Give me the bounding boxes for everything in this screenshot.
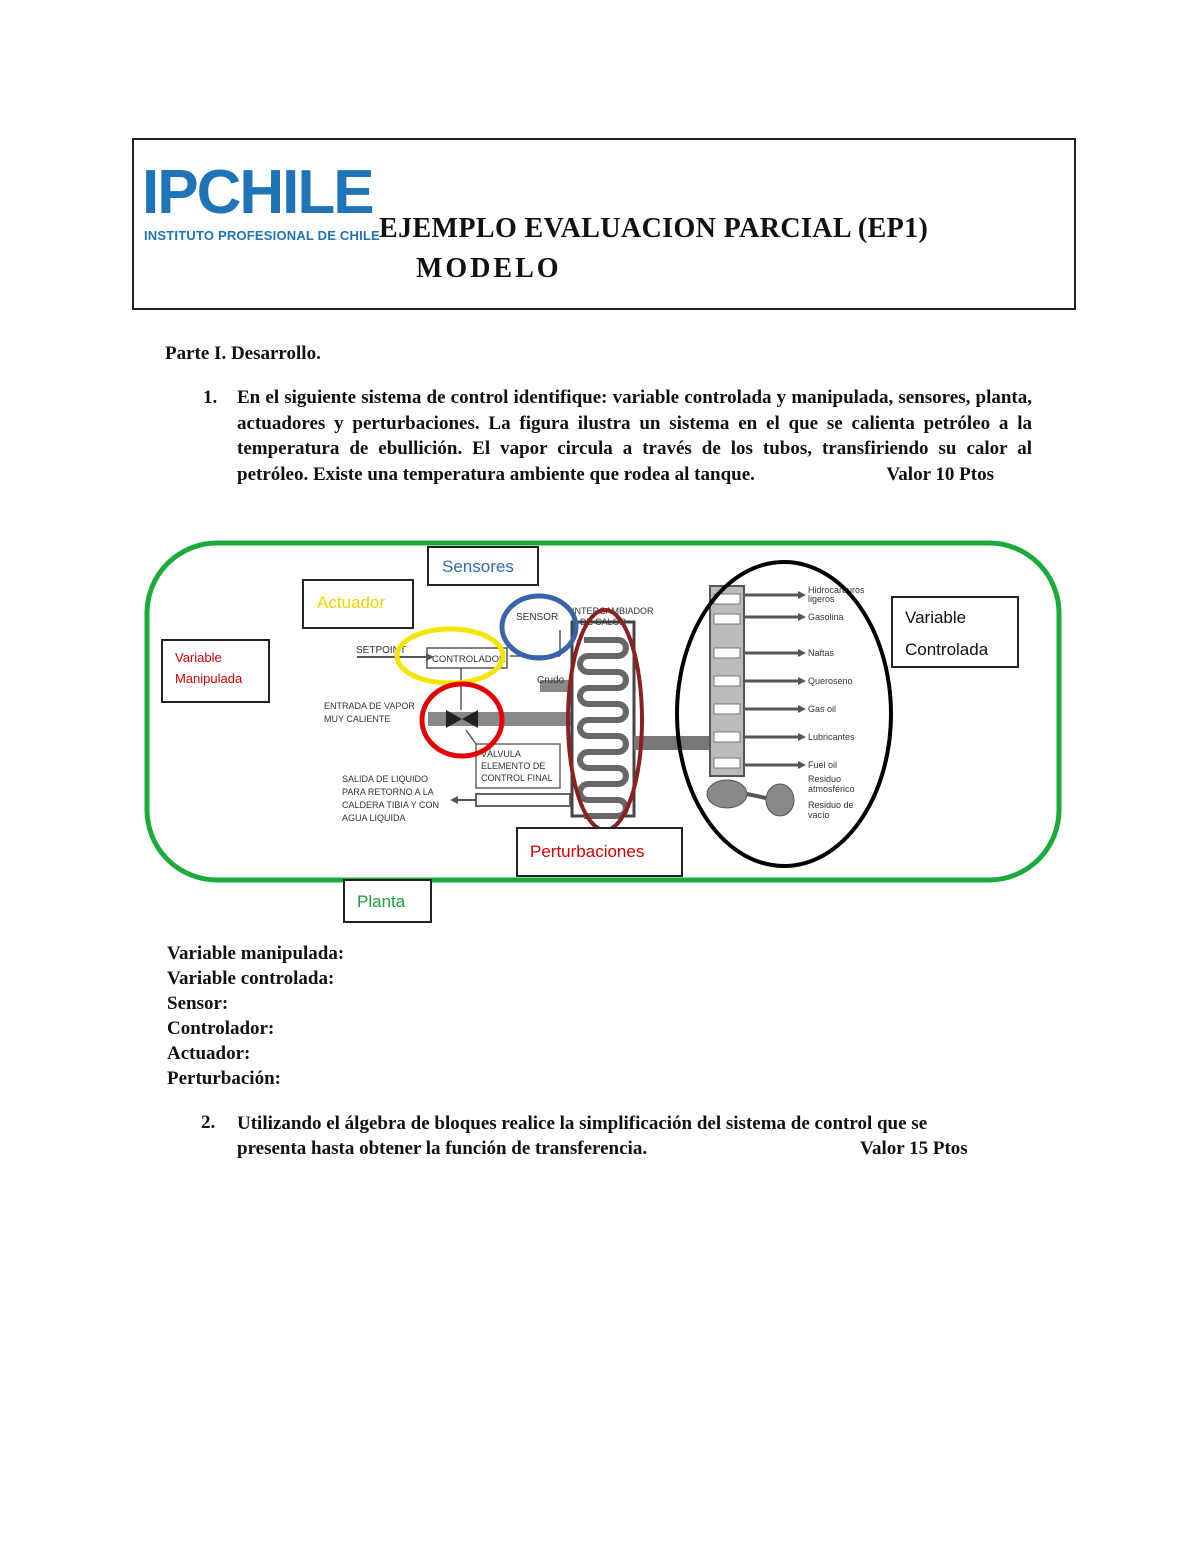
entrada-label-2: MUY CALIENTE (324, 714, 391, 724)
actuador-callout-label: Actuador (317, 593, 386, 612)
controlada-callout-label-1: Variable (905, 608, 967, 627)
product-label: Residuo de (808, 800, 854, 810)
product-label: Queroseno (808, 676, 853, 686)
product-label: atmosférico (808, 784, 855, 794)
intercambiador-label-1: INTERCAMBIADOR (572, 606, 654, 616)
question-2-line-2: presenta hasta obtener la función de transferencia. (237, 1138, 648, 1159)
sensor-label: SENSOR (516, 612, 559, 623)
answer-perturbacion: Perturbación: (167, 1068, 281, 1089)
setpoint-label: SETPOINT (356, 645, 407, 656)
sensores-highlight (502, 596, 576, 658)
intercambiador-label-2: DE CALOR (580, 617, 627, 627)
controlador-label: CONTROLADOR (432, 654, 506, 665)
question-1-number: 1. (203, 387, 218, 408)
entrada-label-1: ENTRADA DE VAPOR (324, 701, 415, 711)
answer-controlador: Controlador: (167, 1018, 275, 1039)
salida-label-4: AGUA LIQUIDA (342, 813, 406, 823)
question-1-body: En el siguiente sistema de control identifique: variable controlada y manipulada, sensores, planta, actuadores y perturbaciones. La figura ilustra un sistema en el que se calienta petróleo a la temperatura de ebullición. El vapor circula a través de los tubos, transfiriendo su calor al petróleo. Existe una temperatura ambiente que rodea al tanque. (237, 387, 1032, 485)
manipulada-callout-label-1: Variable (175, 650, 222, 665)
manipulada-callout-label-2: Manipulada (175, 671, 243, 686)
question-2-number: 2. (201, 1112, 216, 1133)
product-label: Gasolina (808, 612, 844, 622)
question-1-value: Valor 10 Ptos (886, 463, 994, 485)
salida-label-1: SALIDA DE LIQUIDO (342, 774, 429, 784)
answer-sensor: Sensor: (167, 993, 229, 1014)
answer-actuador: Actuador: (167, 1043, 251, 1064)
crudo-label: Crudo (537, 675, 565, 686)
valvula-label-1: VÁLVULA (481, 749, 521, 759)
valvula-label-2: ELEMENTO DE (481, 761, 546, 771)
answer-variable-manipulada: Variable manipulada: (167, 943, 345, 964)
sensores-callout-label: Sensores (442, 557, 514, 576)
product-label: Gas oil (808, 704, 837, 714)
planta-callout-label: Planta (357, 892, 406, 911)
product-label: Fuel oil (808, 760, 838, 770)
section-heading: Parte I. Desarrollo. (165, 343, 321, 364)
logo-tagline: INSTITUTO PROFESIONAL DE CHILE (144, 228, 380, 243)
logo: IPCHILE (142, 158, 373, 227)
product-label: vacío (808, 810, 830, 820)
question-2-line-1: Utilizando el álgebra de bloques realice la simplificación del sistema de control que se (237, 1113, 928, 1134)
product-label: ligeros (808, 594, 835, 604)
question-2-value: Valor 15 Ptos (860, 1138, 968, 1159)
salida-label-2: PARA RETORNO A LA (342, 787, 434, 797)
page-title: EJEMPLO EVALUACION PARCIAL (EP1) (379, 213, 929, 244)
product-label: Naftas (808, 648, 835, 658)
residue-vessel-atm (707, 780, 747, 808)
valvula-label-3: CONTROL FINAL (481, 773, 553, 783)
page-subtitle: MODELO (416, 253, 562, 284)
salida-label-3: CALDERA TIBIA Y CON (342, 800, 440, 810)
residue-vessel-vac (766, 784, 794, 816)
product-label: Hidrocarburos (808, 585, 865, 595)
product-label: Lubricantes (808, 732, 855, 742)
controlada-callout-label-2: Controlada (905, 640, 989, 659)
perturbaciones-callout-label: Perturbaciones (530, 842, 645, 861)
product-label: Residuo (808, 774, 842, 784)
answer-variable-controlada: Variable controlada: (167, 968, 335, 989)
